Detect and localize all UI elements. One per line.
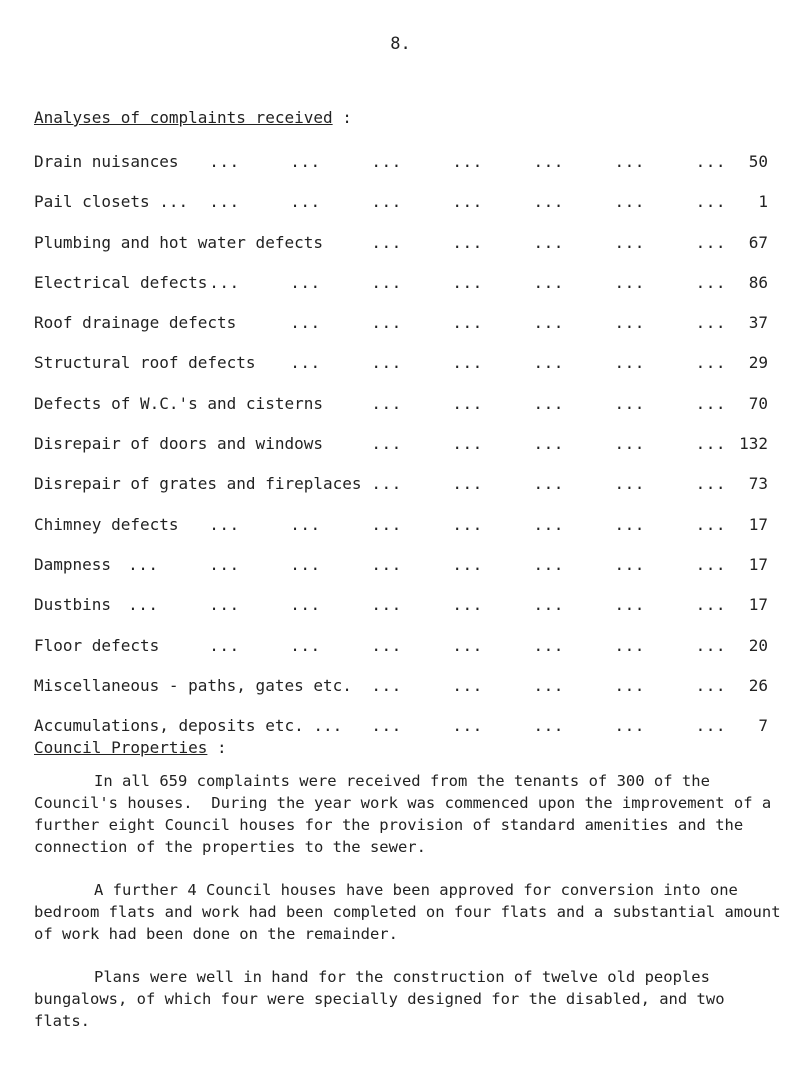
- leader-dots: ... ... ... ... ... ... ...: [209, 635, 726, 655]
- complaint-count: 1: [758, 192, 768, 212]
- complaint-count: 26: [748, 675, 768, 695]
- leader-dots: ... ... ... ... ...: [371, 474, 726, 494]
- complaint-count: 7: [758, 716, 768, 736]
- complaint-row: [34, 474, 768, 514]
- leader-dots: ... ... ... ... ... ...: [290, 313, 726, 333]
- complaint-row: [34, 353, 768, 393]
- complaint-row: [34, 192, 768, 232]
- complaint-row: [34, 434, 768, 474]
- complaint-row: [34, 394, 768, 434]
- complaint-label: Floor defects: [34, 635, 160, 655]
- complaint-label: Electrical defects: [34, 272, 208, 292]
- complaint-count: 17: [748, 554, 768, 574]
- complaint-row: [34, 273, 768, 313]
- leader-dots: ... ... ... ... ...: [371, 434, 726, 454]
- leader-dots: ... ... ... ... ... ... ... ...: [128, 554, 726, 574]
- complaint-count: 37: [748, 313, 768, 333]
- complaint-label: Dustbins: [34, 595, 112, 615]
- leader-dots: ... ... ... ... ...: [371, 716, 726, 736]
- council-heading-text: Council Properties: [34, 738, 208, 757]
- complaint-label: Dampness: [34, 554, 112, 574]
- council-paragraphs: [34, 770, 790, 1053]
- complaint-count: 17: [748, 595, 768, 615]
- complaint-label: Drain nuisances: [34, 152, 179, 171]
- complaint-row: [34, 233, 768, 273]
- complaint-count: 73: [748, 474, 768, 494]
- complaint-count: 86: [748, 272, 768, 292]
- complaint-label: Roof drainage defects: [34, 313, 237, 333]
- leader-dots: ... ... ... ... ... ... ...: [209, 272, 726, 292]
- leader-dots: ... ... ... ... ... ... ...: [209, 192, 726, 212]
- complaint-row: [34, 595, 768, 635]
- complaint-count: 132: [739, 434, 768, 454]
- leader-dots: ... ... ... ... ...: [371, 232, 726, 252]
- complaint-label: Disrepair of grates and fireplaces: [34, 474, 362, 494]
- complaint-row: [34, 555, 768, 595]
- complaint-label: Pail closets ...: [34, 192, 189, 212]
- leader-dots: ... ... ... ... ... ...: [290, 353, 726, 373]
- complaint-row: [34, 636, 768, 676]
- complaint-label: Disrepair of doors and windows: [34, 434, 323, 454]
- leader-dots: ... ... ... ... ...: [371, 393, 726, 413]
- complaint-row: [34, 313, 768, 353]
- council-heading-colon: :: [207, 738, 227, 757]
- complaint-row: [34, 152, 768, 192]
- complaint-label: Structural roof defects: [34, 353, 256, 373]
- paragraph: In all 659 complaints were received from the tenants of 300 of the Council's houses. During the year work was commenced upon the improvement of a further eight Council houses for the provision of standard amenities and the connection of the properties to the sewer.: [34, 772, 781, 856]
- complaint-count: 20: [748, 635, 768, 655]
- page-number: 8.: [390, 34, 411, 54]
- complaint-count: 67: [748, 232, 768, 252]
- leader-dots: ... ... ... ... ... ... ...: [209, 152, 726, 171]
- complaint-label: Defects of W.C.'s and cisterns: [34, 393, 323, 413]
- complaints-heading-text: Analyses of complaints received: [34, 108, 333, 127]
- council-heading: [34, 738, 227, 757]
- complaint-row: [34, 515, 768, 555]
- complaint-count: 17: [748, 514, 768, 534]
- complaints-heading-colon: :: [332, 108, 352, 127]
- complaint-label: Accumulations, deposits etc. ...: [34, 716, 343, 736]
- paragraph: Plans were well in hand for the construction of twelve old peoples bungalows, of which four were specially designed for the disabled, and two flats.: [34, 968, 734, 1030]
- complaints-heading: [34, 108, 352, 127]
- leader-dots: ... ... ... ... ...: [371, 675, 726, 695]
- paragraph: A further 4 Council houses have been approved for conversion into one bedroom flats and work had been completed on four flats and a substantial amount of work had been done on the remainder.: [34, 881, 790, 943]
- leader-dots: ... ... ... ... ... ... ...: [209, 514, 726, 534]
- complaint-label: Plumbing and hot water defects: [34, 232, 323, 252]
- complaint-count: 70: [748, 393, 768, 413]
- complaint-row: [34, 676, 768, 716]
- complaint-count: 29: [748, 353, 768, 373]
- leader-dots: ... ... ... ... ... ... ... ...: [128, 595, 726, 615]
- complaint-count: 50: [748, 152, 768, 171]
- complaint-label: Chimney defects: [34, 514, 179, 534]
- complaint-label: Miscellaneous - paths, gates etc.: [34, 675, 352, 695]
- complaints-list: [34, 152, 768, 756]
